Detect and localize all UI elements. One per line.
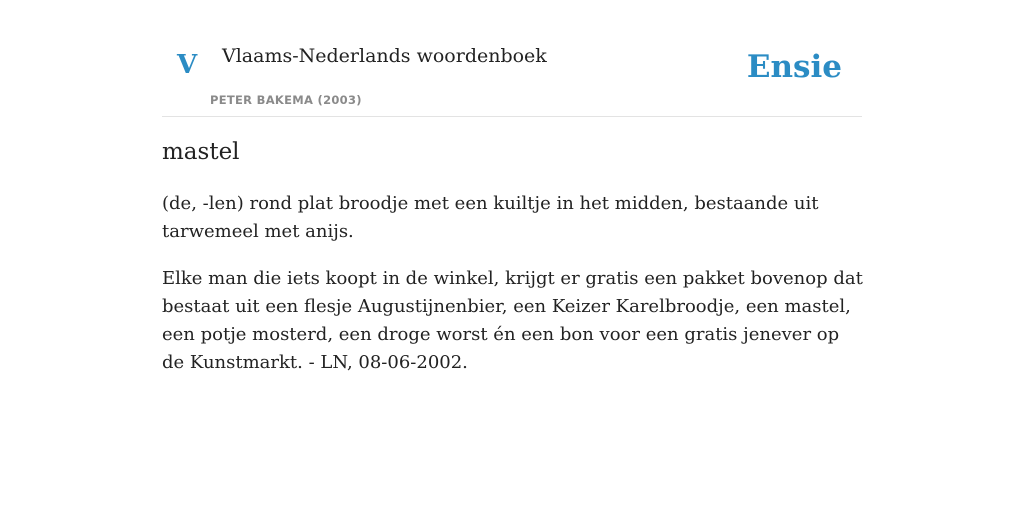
entry-content (162, 138, 866, 396)
dictionary-title[interactable]: Vlaams-Nederlands woordenboek (222, 45, 547, 67)
ensie-logo[interactable]: Ensie (746, 49, 842, 85)
entry-definition: (de, -len) rond plat broodje met een kuiltje in het midden, bestaande uit tarwemeel met anijs. (162, 192, 819, 242)
dictionary-header (162, 0, 862, 117)
dictionary-author: PETER BAKEMA (2003) (210, 93, 362, 107)
entry-headword: mastel (162, 139, 240, 165)
dictionary-letter-icon[interactable]: V (177, 50, 198, 80)
entry-example: Elke man die iets koopt in de winkel, krijgt er gratis een pakket bovenop dat bestaat uit een flesje Augustijnenbier, een Keizer Karelbroodje, een mastel, een potje mosterd, een droge worst én een bon voor een gratis jenever op de Kunstmarkt. - LN, 08-06-2002. (162, 267, 863, 373)
